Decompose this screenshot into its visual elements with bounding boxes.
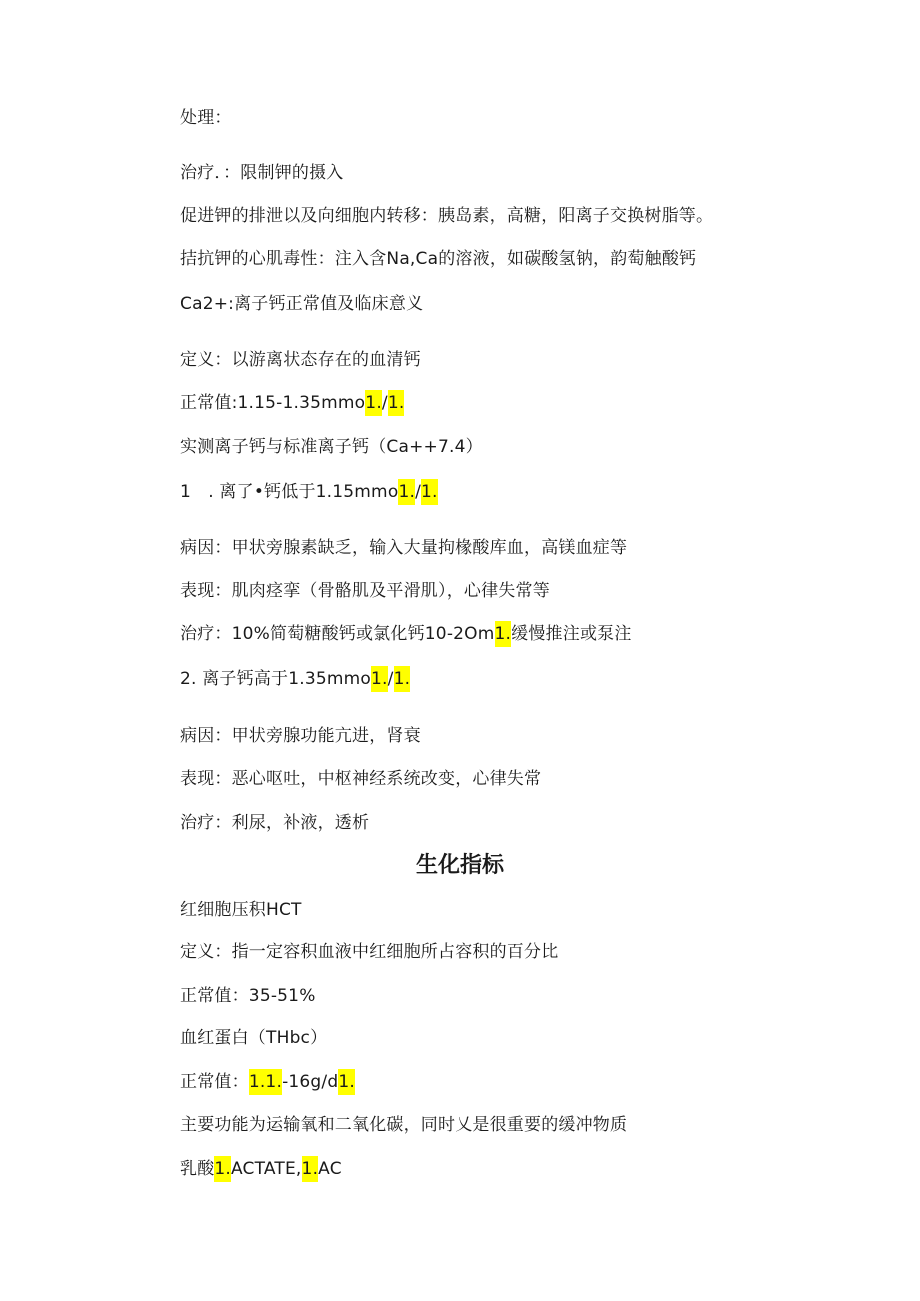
ca-low-symptom: 表现：肌肉痉挛（骨骼肌及平滑肌），心律失常等 [180,581,550,601]
ca-section-title: Ca2+:离子钙正常值及临床意义 [180,294,424,314]
highlight-mark: 1. [302,1156,319,1182]
hb-title: 血红蛋白（THbc） [180,1028,328,1048]
hb-function: 主要功能为运输氧和二氧化碳，同时乂是很重要的缓冲物质 [180,1115,628,1135]
treatment-antagonize-toxicity: 拮抗钾的心肌毒性：注入含Na,Ca的溶液，如碳酸氢钠，韵萄触酸钙 [180,249,697,269]
ca-high-heading: 2. 离子钙高于1.35mmo1.∕1. [180,667,410,691]
ca-high-treatment: 治疗：利尿，补液，透析 [180,813,370,833]
ca-low-cause: 病因：甲状旁腺素缺乏，输入大量拘椽酸库血，高镁血症等 [180,538,628,558]
highlight-mark: 1. [394,666,411,692]
ca-high-symptom: 表现：恶心呕吐，中枢神经系统改变，心律失常 [180,769,542,789]
ca-definition: 定义：以游离状态存在的血清钙 [180,350,421,370]
hct-definition: 定义：指一定容积血液中红细胞所占容积的百分比 [180,942,559,962]
hct-title: 红细胞压积HCT [180,900,302,920]
ca-low-heading: 1 . 离了•钙低于1.15mmo1.∕1. [180,480,438,504]
ca-measured-vs-standard: 实测离子钙与标准离子钙（Ca++7.4） [180,437,483,457]
hb-normal-value: 正常值：1.1.-16g∕d1. [180,1070,355,1094]
highlight-mark: 1. [388,390,405,416]
highlight-mark: 1. [338,1069,355,1095]
treatment-limit-potassium: 治疗．：限制钾的摄入 [180,163,344,183]
hct-normal-value: 正常值：35-51% [180,986,316,1006]
highlight-mark: 1. [421,479,438,505]
highlight-mark: 1. [495,621,512,647]
highlight-mark: 1. [398,479,415,505]
ca-normal-value: 正常值:1.15-1.35mmo1.∕1. [180,391,404,415]
highlight-mark: 1.1. [249,1069,282,1095]
ca-low-treatment: 治疗：10%简萄糖酸钙或氯化钙10-2Om1.缓慢推注或泵注 [180,622,632,646]
lactate-title: 乳酸1.ACTATE,1.AC [180,1157,342,1181]
ca-high-cause: 病因：甲状旁腺功能亢进，肾衰 [180,726,421,746]
highlight-mark: 1. [371,666,388,692]
highlight-mark: 1. [214,1156,231,1182]
biochem-heading: 生化指标 [415,852,504,877]
treatment-promote-excretion: 促进钾的排泄以及向细胞内转移：胰岛素，高糖，阳离子交换树脂等。 [180,206,714,226]
section-title-treatment: 处理： [180,108,232,128]
highlight-mark: 1. [365,390,382,416]
